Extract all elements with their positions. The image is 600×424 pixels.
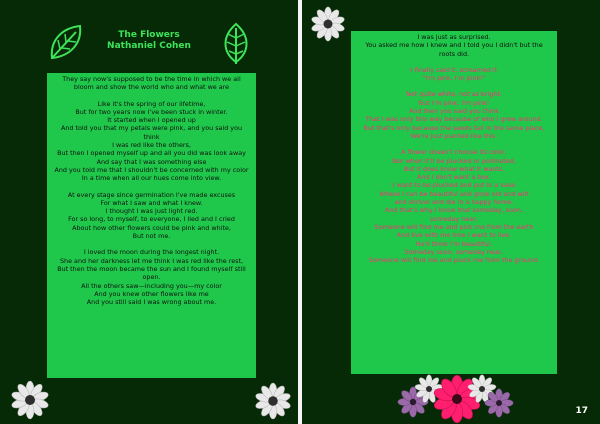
poem-line: Someone will find me and pick me from the earth [374, 222, 534, 231]
poem-stanza [47, 248, 256, 306]
poem-line: I finally said it, screamed it [410, 65, 498, 74]
poem-line: I was just as surprised. [417, 33, 491, 41]
poem-line: I want to be plucked and put in a vase [392, 181, 516, 190]
poem-line: And live with me how I want to live. [396, 231, 512, 240]
left-text-box [47, 73, 256, 378]
poem-stanza [351, 148, 557, 264]
poem-line: Someday soon, someday near, [404, 247, 504, 256]
poem-stanza [351, 66, 557, 83]
poem-line: That I was only this way because of who I grew around. [365, 115, 543, 124]
poem-line: And you told me that I shouldn't be concerned with my color [54, 165, 249, 174]
poem-line: All the others saw—including you—my color [81, 281, 222, 290]
poem-line: "I'm pink, I'm pink!" [422, 74, 486, 83]
poem-line: But then I opened myself up and all you did was look away [57, 149, 246, 158]
poem-line: And say that I was something else [96, 157, 207, 166]
poem-stanza [351, 90, 557, 140]
poem-line: For what I saw and what I knew. [100, 198, 203, 207]
poem-line: And then you said you think [409, 107, 499, 116]
poem-line: But that's only because the seeds fall in the same place, [363, 123, 545, 132]
poem-line: Like it's the spring of our lifetime, [97, 99, 206, 108]
poem-line: In a time when all our hues come into view. [81, 174, 222, 183]
white-flower-icon [310, 6, 346, 42]
poem-line: I was red like the others, [112, 141, 191, 150]
poem-line: But not me. [132, 232, 171, 241]
poem-stanza [351, 33, 557, 58]
poem-line: But then the moon became the sun and I found myself still open. [57, 264, 246, 282]
poem-line: Nor when it'll be plucked or pollinated, [392, 156, 516, 165]
poem-line: At every stage since germination I've made excuses [67, 190, 236, 199]
poem-line: I loved the moon during the longest night. [83, 248, 220, 257]
poem-line: But it does know what it wants. [403, 164, 505, 173]
poem-line: And that's why I know that someday, soon, [385, 206, 523, 215]
poem-line: A flower doesn't choose its color, [401, 148, 507, 157]
poem-line: And told you that my petals were pink, and you said you think [60, 124, 243, 141]
poem-line: Where I can be beautiful and grow old and wilt [379, 189, 529, 198]
poem-author: Nathaniel Cohen [107, 41, 191, 51]
poem-line: But I'm pink, I'm pink! [418, 98, 490, 107]
poem-line: And you knew other flowers like me [94, 289, 209, 298]
poem-line: They say now's supposed to be the time in which we all bloom and show the world who and what we are [62, 75, 241, 92]
poem-stanza [47, 75, 256, 92]
poem-line: someday near, [430, 214, 478, 223]
right-text-box [351, 31, 557, 374]
poem-line: Not quite white, not as bright, [405, 90, 502, 99]
poem-stanza [47, 191, 256, 241]
poem-line: For so long, to myself, to everyone, I lied and I cried [68, 215, 235, 224]
page-number: 17 [575, 406, 588, 416]
white-flower-icon [10, 380, 50, 420]
poem-title-block [0, 30, 298, 52]
poem-line: She and her darkness let me think I was red like the rest, [59, 256, 243, 265]
poem-line: and shrivel and die in a happy home. [394, 198, 514, 207]
poem-line: And you still said I was wrong about me. [86, 298, 217, 307]
poem-line: You asked me how I knew and I told you I didn't but the roots did. [365, 41, 543, 58]
poem-line: He'll think I'm beautiful. [415, 239, 493, 248]
poem-line: We're just planted like this. [410, 131, 498, 140]
poem-line: It started when I opened up [107, 116, 196, 125]
poem-line: But for two years now I've been stuck in winter. [75, 107, 228, 116]
poem-title: The Flowers [118, 30, 180, 40]
white-flower-icon [254, 382, 292, 420]
poem-line: About how other flowers could be pink and white, [72, 223, 231, 232]
poem-line: Someone will find me and pluck me from the ground. [368, 256, 540, 265]
poem-line: I thought I was just light red. [105, 207, 198, 216]
poem-stanza [47, 100, 256, 183]
poem-line: And I don't want a box. [417, 173, 491, 182]
page-gutter [298, 0, 302, 424]
purple-flower-icon [484, 388, 514, 418]
